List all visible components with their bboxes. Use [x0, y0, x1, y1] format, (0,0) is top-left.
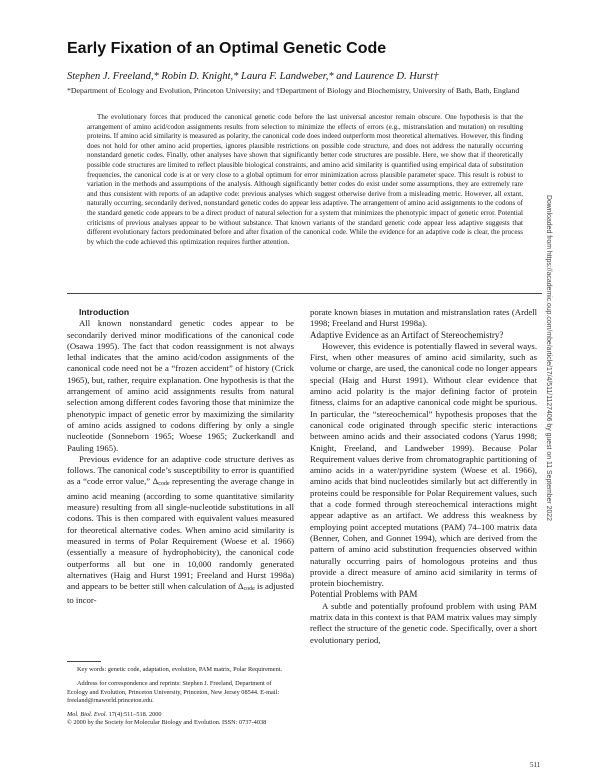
- stereochemistry-paragraph: However, this evidence is potentially flawed in several ways. First, when other measures of amino acid similarity, such as volume or charge, are used, the canonical code no longer appears special (Haig and Hurst 1991). Without clear evidence that amino acid polarity is the major defining factor of protein fitness, claims for an adaptive canonical code might be spurious. In particular, the “stereochemical” hypothesis proposes that the canonical code originated through specific steric interactions between amino acids and their associated codons (Yarus 1998; Knight, Freeland, and Landweber 1999). Because Polar Requirement values derive from chromatographic partitioning of amino acids in a water/pyridine system (Woese et al. 1966), amino acids that bind nucleotides similarly but act differently in proteins could be responsible for Polar Requirement values, such that a code formed through stereochemical interactions might appear adaptive as an artifact. We address this weakness by employing point accepted mutations (PAM) 74–100 matrix data (Benner, Cohen, and Gonnet 1994), which are derived from the pattern of amino acid substitution frequencies observed within naturally occurring pairs of homologous proteins and thus provide a direct measure of amino acid similarity in terms of protein biochemistry.: [310, 340, 537, 589]
- abstract-divider: [67, 293, 542, 294]
- article-title: Early Fixation of an Optimal Genetic Code: [67, 40, 387, 57]
- author-list: Stephen J. Freeland,* Robin D. Knight,* Laura F. Landweber,* and Laurence D. Hurst†: [67, 71, 439, 82]
- left-column: [67, 307, 294, 607]
- intro-p2-part-c-start: is adjusted to incor-: [67, 581, 294, 606]
- affiliation: *Department of Ecology and Evolution, Princeton University; and †Department of Biology and Biochemistry, University of Bath, Bath, England: [67, 86, 520, 95]
- section-heading-stereochemistry: Adaptive Evidence as an Artifact of Stereochemistry?: [310, 329, 504, 340]
- keywords: Key words: genetic code, adaptation, evolution, PAM matrix, Polar Requirement.: [77, 666, 283, 673]
- footnotes: [67, 666, 294, 728]
- footnote-rule: [67, 661, 101, 662]
- journal-reference: 17(4):511–518. 2000: [107, 711, 162, 719]
- journal-name: Mol. Biol. Evol.: [67, 711, 108, 719]
- right-column: [310, 307, 537, 646]
- journal-citation: [67, 711, 294, 719]
- page-number: 511: [530, 761, 541, 769]
- intro-paragraph-1: All known nonstandard genetic codes appear to be secondarily derived minor modifications of the canonical code (Osawa 1995). The fact that codon reassignment is not always lethal indicates that the amino acid/codon assignments of the canonical code need not be a “frozen accident” of history (Crick 1965), but, rather, require explanation. One hypothesis is that the arrangement of amino acid assignments results from natural selection among different codes favoring those that minimize the phenotypic impact of genetic error by maximizing the similarity of amino acids assigned to codons differing by only a single nucleotide (Sonneborn 1965; Woese 1965; Zuckerkandl and Pauling 1965).: [67, 318, 294, 453]
- delta-code-subscript: code: [158, 481, 170, 488]
- introduction-heading: Introduction: [79, 307, 130, 317]
- intro-p2-continuation: porate known biases in mutation and mistranslation rates (Ardell 1998; Freeland and Hurst 1998a).: [310, 307, 537, 329]
- intro-paragraph-2: [67, 454, 294, 607]
- pam-paragraph: A subtle and potentially profound problem with using PAM matrix data in this context is that PAM matrix values may simply reflect the structure of the genetic code. Specifically, over a short evolutionary period,: [310, 600, 537, 645]
- delta-code-subscript: code: [243, 586, 255, 593]
- intro-p2-part-b: representing the average change in amino acid meaning (according to some quantitative similarity measure) resulting from all single-nucleotide substitutions in all codons. This is then compared with equivalent values measured for theoretical alternative codes. When amino acid similarity is measured in terms of Polar Requirement (Woese et al. 1966) (essentially a measure of hydrophobicity), the canonical code outperforms all but one in 10,000 randomly generated alternatives (Haig and Hurst 1991; Freeland and Hurst 1998a) and appears to be better still when calculation of Δ: [67, 476, 294, 592]
- intro-p2-part-a: Previous evidence for an adaptive code structure derives as follows. The canonical code’s susceptibility to error is quantified as a “code error value,” Δ: [67, 453, 294, 487]
- copyright-notice: © 2000 by the Society for Molecular Biology and Evolution. ISSN: 0737-4038: [67, 719, 267, 727]
- correspondence-address: Address for correspondence and reprints: Stephen J. Freeland, Department of Ecology and Evolution, Princeton University, Princeton, New Jersey 08544. E-mail: freeland@rnaworld.princeton.edu.: [67, 680, 280, 704]
- abstract: The evolutionary forces that produced the canonical genetic code before the last universal ancestor remain obscure. One hypothesis is that the arrangement of amino acid/codon assignments results from selection to minimize the effects of errors (e.g., mistranslation and mutation) on resulting proteins. If amino acid similarity is measured as polarity, the canonical code does indeed outperform most theoretical alternatives. However, this finding does not hold for other amino acid properties, ignores plausible restrictions on possible code structure, and does not address the naturally occurring nonstandard genetic codes. Finally, other analyses have shown that significantly better code structures are possible. Here, we show that if theoretically possible code structures are limited to reflect plausible biological constraints, and amino acid similarity is quantified using empirical data of substitution frequencies, the canonical code is at or very close to a global optimum for error minimization across plausible parameter space. This result is robust to variation in the methods and assumptions of the analysis. Although significantly better codes do exist under some assumptions, they are extremely rare and thus consistent with reports of an adaptive code: previous analyses which suggest otherwise derive from a misleading metric. However, all extant, naturally occurring, secondarily derived, nonstandard genetic codes do appear less adaptive. The arrangement of amino acid assignments to the codons of the standard genetic code appears to be a direct product of natural selection for a system that minimizes the phenotypic impact of genetic error. Potential criticisms of previous analyses appear to be without substance. That known variants of the standard genetic code appear less adaptive suggests that different evolutionary factors predominated before and after fixation of the canonical code. While the evidence for an adaptive code is clear, the process by which the code achieved this optimization requires further attention.: [87, 113, 523, 246]
- section-heading-pam: Potential Problems with PAM: [310, 589, 418, 600]
